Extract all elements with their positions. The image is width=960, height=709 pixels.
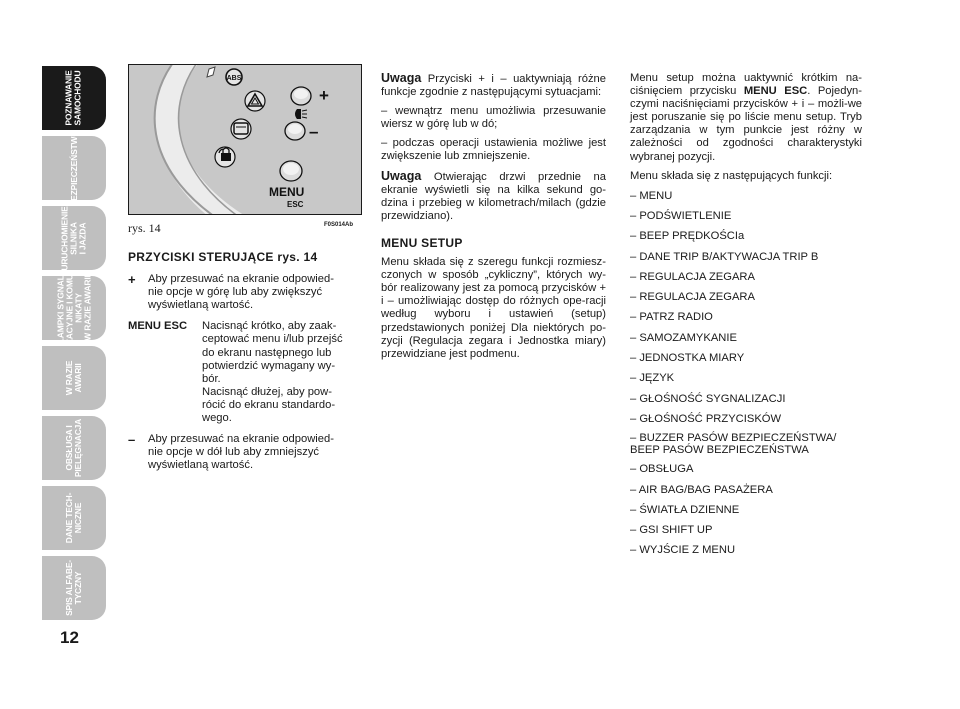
lock-icon bbox=[215, 147, 235, 167]
note-bullet: – wewnątrz menu umożliwia przesuwanie wiersz w górę lub w dó; bbox=[381, 105, 606, 131]
list-item: – JEDNOSTKA MIARY bbox=[630, 352, 745, 364]
figure-caption: rys. 14 bbox=[128, 221, 161, 235]
list-item: – SAMOZAMYKANIE bbox=[630, 331, 737, 344]
description-line: wyświetlaną wartość. bbox=[148, 299, 254, 312]
tab-label: BEZPIECZEŃSTWO bbox=[68, 129, 79, 207]
tab-label: DANE TECH- NICZNE bbox=[63, 492, 83, 544]
plus-description bbox=[128, 273, 363, 312]
minus-key: – bbox=[128, 432, 136, 448]
dashboard-illustration bbox=[129, 65, 362, 215]
column-control-buttons bbox=[128, 251, 363, 480]
note-paragraph bbox=[381, 170, 606, 223]
tab-poznawanie-samochodu[interactable] bbox=[42, 66, 106, 130]
description-line: Nacisnąć dłużej, aby pow- bbox=[202, 385, 332, 398]
section-heading: PRZYCISKI STERUJĄCE rys. 14 bbox=[128, 250, 318, 264]
page-number: 12 bbox=[60, 628, 79, 647]
description-line: Aby przesuwać na ekranie odpowied- bbox=[148, 433, 334, 446]
description-line: do ekranu następnego lub bbox=[202, 346, 332, 359]
tab-dane-techniczne[interactable] bbox=[42, 486, 106, 550]
note-paragraph bbox=[381, 72, 606, 99]
chapter-tabs bbox=[42, 66, 106, 620]
note-text: Otwierając drzwi przednie na ekranie wyświetli się na kilka sekund go-dzina i przebieg w kilometrach/milach (gdzie przewidziano). bbox=[381, 170, 606, 222]
tab-obsluga-i-pielegnacja[interactable] bbox=[42, 416, 106, 480]
tab-label: SPIS ALFABE- TYCZNY bbox=[63, 560, 83, 616]
esc-label: ESC bbox=[287, 200, 304, 209]
hazard-warning-icon bbox=[245, 91, 265, 111]
list-item: – REGULACJA ZEGARA bbox=[630, 291, 755, 304]
description-line: Nacisnąć krótko, aby zaak- bbox=[202, 320, 337, 333]
list-item: – AIR BAG/BAG PASAŻERA bbox=[630, 483, 773, 496]
tab-label: OBSŁUGA I PIELĘGNACJA bbox=[63, 418, 83, 478]
list-item: – GŁOŚNOŚĆ PRZYCISKÓW bbox=[630, 412, 782, 425]
list-item: – WYJŚCIE Z MENU bbox=[630, 544, 736, 557]
minus-button[interactable] bbox=[285, 122, 318, 141]
tab-label: LAMPKI SYGNAL- ZACYJNE I KOMU- NIKATY W RAZIE AWARII bbox=[55, 271, 92, 345]
tab-label: URUCHOMIENIE SILNIKA I JAZDA bbox=[59, 205, 88, 271]
tab-w-razie-awarii[interactable] bbox=[42, 346, 106, 410]
list-item: – DANE TRIP B/AKTYWACJA TRIP B bbox=[630, 250, 819, 263]
menu-label: MENU bbox=[269, 185, 305, 199]
menu-function-list bbox=[630, 190, 862, 558]
abs-label: ABS bbox=[226, 75, 242, 82]
menu-esc-key: MENU ESC bbox=[128, 320, 188, 333]
list-item: – REGULACJA ZEGARA bbox=[630, 270, 755, 283]
note-text: Przyciski + i – uaktywniają różne funkcje zgodnie z następującymi sytuacjami: bbox=[381, 73, 606, 99]
list-intro: Menu składa się z następujących funkcji: bbox=[630, 169, 833, 182]
list-item: – PATRZ RADIO bbox=[630, 311, 713, 324]
minus-description bbox=[128, 433, 363, 472]
figure-code: F0S014Ab bbox=[324, 222, 354, 228]
intro-text: . Pojedyn-czymi naciśnięciami przycisków + i – możli-we jest poruszanie się po liście menu setup. Tryb zarządzania w tym punkcie jest różny w zależności od zgodności charakterystyki wybranej pozycji. bbox=[630, 85, 862, 163]
column-menu-functions bbox=[630, 72, 862, 565]
figure-control-buttons bbox=[128, 64, 362, 215]
note-bullet: – podczas operacji ustawienia możliwe jest zwiększenie lub zmniejszenie. bbox=[381, 137, 606, 163]
tab-uruchomienie-silnika[interactable] bbox=[42, 206, 106, 270]
note-label: Uwaga bbox=[381, 71, 422, 85]
column-notes-menu-setup bbox=[381, 72, 606, 367]
tab-label: POZNAWANIE SAMOCHODU bbox=[64, 70, 83, 126]
list-item: – OBSŁUGA bbox=[630, 463, 694, 476]
plus-key: + bbox=[128, 272, 136, 288]
dashboard-light-icon bbox=[295, 109, 307, 119]
abs-warning-icon bbox=[226, 69, 242, 85]
list-item: – JĘZYK bbox=[630, 372, 675, 385]
note-label: Uwaga bbox=[381, 168, 422, 183]
tab-label: W RAZIE AWARII bbox=[63, 360, 83, 396]
intro-text: Menu setup można uaktywnić krótkim na-ciśnięciem przycisku bbox=[630, 72, 862, 98]
intro-paragraph bbox=[630, 72, 862, 164]
description-line: rócić do ekranu standardo- bbox=[202, 398, 336, 411]
menu-setup-paragraph: Menu składa się z szeregu funkcji rozmiesz-czonych w sposób „cykliczny”, których wy-bór realizowany jest za pomocą przycisków + i – umożliwiając dostęp do różnych ope-racji według wyboru i ustawień (setup) przedstawionych poniżej Dla niektórych po-zycji (Regulacja zegara i Jednostka miary) przewidziane jest podmenu. bbox=[381, 256, 606, 360]
list-item: – GŁOŚNOŚĆ SYGNALIZACJI bbox=[630, 392, 786, 405]
list-item: – MENU bbox=[630, 189, 673, 202]
rear-window-heater-icon bbox=[231, 119, 251, 139]
description-line: nie opcje w górę lub aby zwiększyć bbox=[148, 286, 323, 299]
description-line: Aby przesuwać na ekranie odpowied- bbox=[148, 273, 334, 286]
description-line: potwierdzić wymagany wy- bbox=[202, 359, 336, 372]
tab-lampki-sygnalizacyjne[interactable] bbox=[42, 271, 106, 345]
list-item: – ŚWIATŁA DZIENNE bbox=[630, 503, 740, 516]
description-line: bór. bbox=[202, 372, 221, 385]
description-line: nie opcje w dół lub aby zmniejszyć bbox=[148, 446, 320, 459]
list-item: – PODŚWIETLENIE bbox=[630, 210, 732, 223]
menu-esc-key-ref: MENU ESC bbox=[743, 85, 808, 98]
description-line: wyświetlaną wartość. bbox=[148, 459, 254, 472]
description-line: wego. bbox=[202, 412, 232, 425]
description-line: ceptować menu i/lub przejść bbox=[202, 333, 343, 346]
list-item: – BEEP PRĘDKOŚCIa bbox=[630, 230, 745, 243]
menu-esc-description bbox=[128, 320, 363, 425]
tab-spis-alfabetyczny[interactable] bbox=[42, 556, 106, 620]
minus-label: – bbox=[309, 122, 319, 141]
tab-bezpieczenstwo[interactable] bbox=[42, 129, 106, 207]
list-item: – GSI SHIFT UP bbox=[630, 524, 713, 537]
list-item: – BUZZER PASÓW BEZPIECZEŃSTWA/ BEEP PASÓW BEZPIECZEŃSTWA bbox=[630, 432, 837, 456]
plus-label: + bbox=[319, 86, 329, 105]
menu-setup-heading: MENU SETUP bbox=[381, 235, 463, 250]
